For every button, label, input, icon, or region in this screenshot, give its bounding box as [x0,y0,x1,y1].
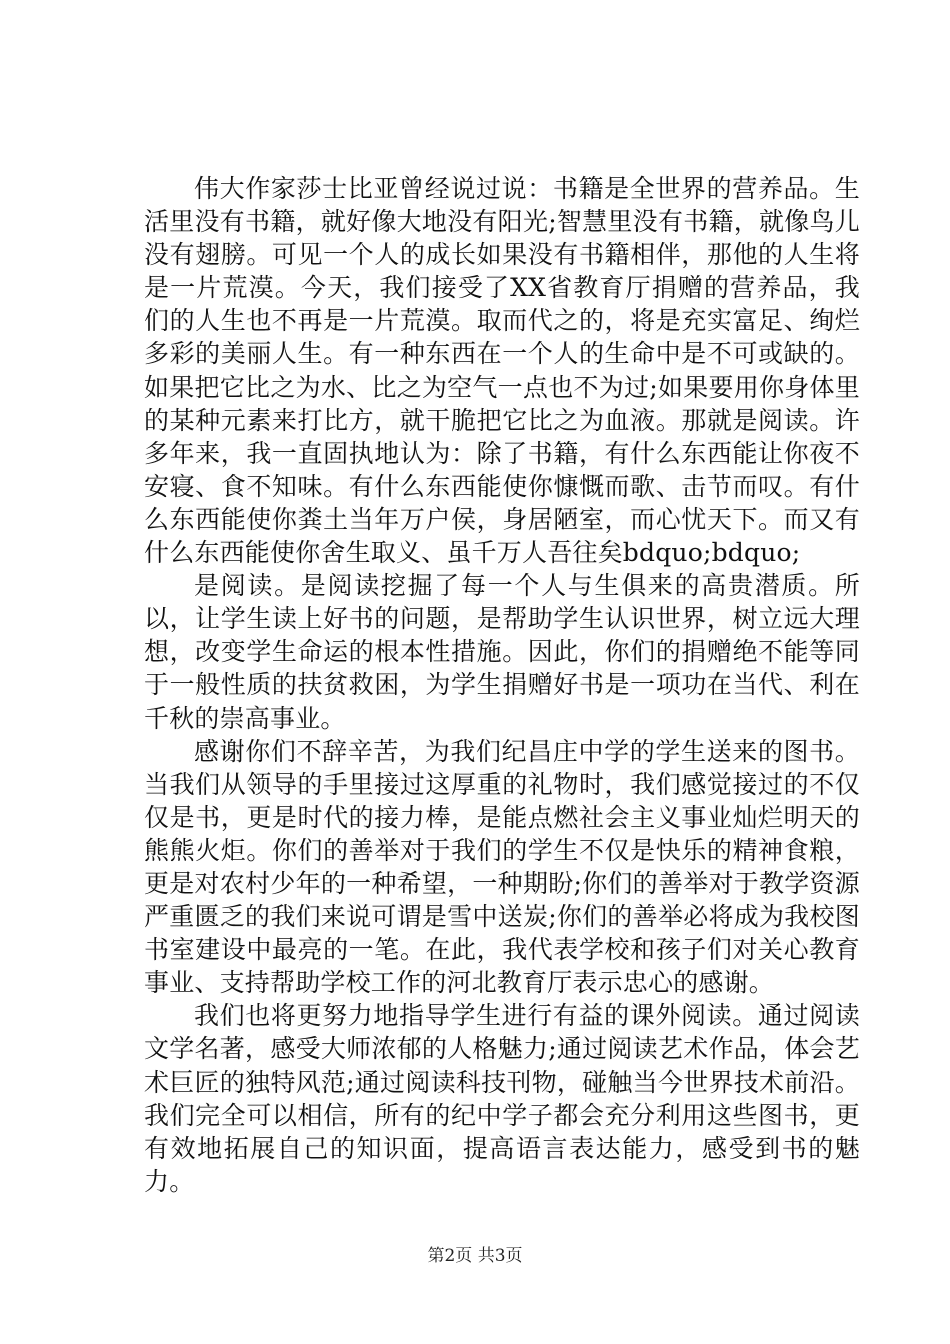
paragraph-2: 是阅读。是阅读挖掘了每一个人与生俱来的高贵潜质。所以，让学生读上好书的问题，是帮助学生认识世界，树立远大理想，改变学生命运的根本性措施。因此，你们的捐赠绝不能等同于一般性质的扶贫救困，为学生捐赠好书是一项功在当代、利在千秋的崇高事业。 [144,571,860,733]
page-number-footer: 第2页 共3页 [427,1246,523,1266]
paragraph-4: 我们也将更努力地指导学生进行有益的课外阅读。通过阅读文学名著，感受大师浓郁的人格魅力;通过阅读艺术作品，体会艺术巨匠的独特风范;通过阅读科技刊物，碰触当今世界技术前沿。我们完全可以相信，所有的纪中学子都会充分利用这些图书，更有效地拓展自己的知识面，提高语言表达能力，感受到书的魅力。 [144,1001,860,1196]
paragraph-1: 伟大作家莎士比亚曾经说过说：书籍是全世界的营养品。生活里没有书籍，就好像大地没有阳光;智慧里没有书籍，就像鸟儿没有翅膀。可见一个人的成长如果没有书籍相伴，那他的人生将是一片荒漠。今天，我们接受了XX省教育厅捐赠的营养品，我们的人生也不再是一片荒漠。取而代之的，将是充实富足、绚烂多彩的美丽人生。有一种东西在一个人的生命中是不可或缺的。如果把它比之为水、比之为空气一点也不为过;如果要用你身体里的某种元素来打比方，就干脆把它比之为血液。那就是阅读。许多年来，我一直固执地认为：除了书籍，有什么东西能让你夜不安寝、食不知味。有什么东西能使你慷慨而歌、击节而叹。有什么东西能使你粪土当年万户侯，身居陋室，而心忧天下。而又有什么东西能使你舍生取义、虽千万人吾往矣bdquo;bdquo; [144,174,860,568]
document-body [144,172,860,1198]
paragraph-3: 感谢你们不辞辛苦，为我们纪昌庄中学的学生送来的图书。当我们从领导的手里接过这厚重的礼物时，我们感觉接过的不仅仅是书，更是时代的接力棒，是能点燃社会主义事业灿烂明天的熊熊火炬。你们的善举对于我们的学生不仅是快乐的精神食粮，更是对农村少年的一种希望，一种期盼;你们的善举对于教学资源严重匮乏的我们来说可谓是雪中送炭;你们的善举必将成为我校图书室建设中最亮的一笔。在此，我代表学校和孩子们对关心教育事业、支持帮助学校工作的河北教育厅表示忠心的感谢。 [144,736,860,998]
